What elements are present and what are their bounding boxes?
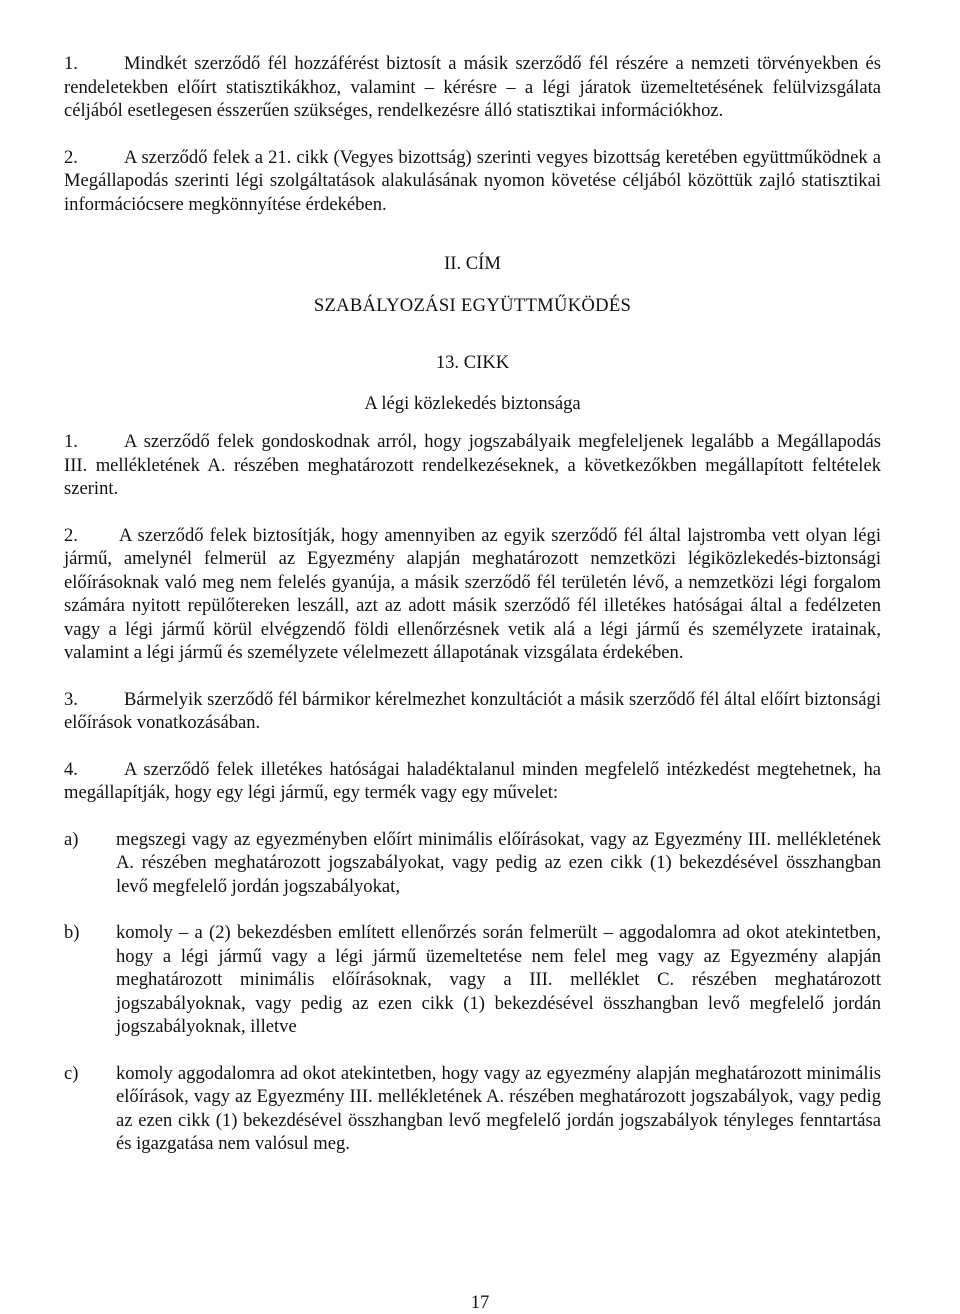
document-page [64,52,881,1156]
paragraph-number: 3. [64,688,78,710]
title-name: SZABÁLYOZÁSI EGYÜTTMŰKÖDÉS [313,294,632,316]
list-item-label: b) [64,922,80,943]
article-paragraph-2 [64,524,881,665]
paragraph-text: Bármelyik szerződő fél bármikor kérelmezhet konzultációt a másik szerződő fél által előírt biztonsági előírások vonatkozásában. [64,688,881,733]
paragraph-text: A szerződő felek illetékes hatóságai haladéktalanul minden megfelelő intézkedést megtehetnek, ha megállapítják, hogy egy légi jármű, egy termék vagy egy művelet: [64,758,881,803]
list-item-c [64,1062,881,1156]
intro-paragraph-1 [64,52,881,123]
list-item-text: komoly aggodalomra ad okot atekintetben, hogy vagy az egyezmény alapján meghatározott minimális előírások, vagy az Egyezmény III. mellékletének A. részében meghatározott jogszabályok, vagy pedig az ezen cikk (1) bekezdésével összhangban levő megfelelő jordán jogszabályok tényleges fenntartása és igazgatása nem valósul meg. [116,1062,881,1154]
paragraph-number: 1. [64,53,78,74]
list-item-text: megszegi vagy az egyezményben előírt minimális előírásokat, vagy az Egyezmény III. mellékletének A. részében meghatározott jogszabályokat, vagy pedig az ezen cikk (1) bekezdésével összhangban levő megfelelő jordán jogszabályokat, [116,828,881,897]
paragraph-number: 1. [64,431,78,452]
page-number: 17 [470,1292,490,1313]
title-number: II. CÍM [444,253,501,274]
list-item-text: komoly – a (2) bekezdésben említett ellenőrzés során felmerült – aggodalomra ad okot atekintetben, hogy a légi jármű vagy a légi jármű üzemeltetése nem felel meg vagy az Egyezmény alapján meghatározott minimális előírásoknak, vagy a III. melléklet C. részében meghatározott jogszabályoknak, vagy pedig az ezen cikk (1) bekezdésével összhangban levő megfelelő jordán jogszabályoknak, illetve [116,922,881,1037]
paragraph-number: 2. [64,524,78,546]
article-number: 13. CIKK [435,352,510,373]
article-paragraph-3 [64,688,881,735]
article-paragraph-1 [64,430,881,501]
paragraph-text: Mindkét szerződő fél hozzáférést biztosít a másik szerződő fél részére a nemzeti törvényekben és rendeletekben előírt statisztikákhoz, valamint – kérésre – a légi járatok üzemeltetésének felülvizsgálata céljából esetlegesen ésszerűen szükséges, rendelkezésre álló statisztikai információkhoz. [64,53,881,121]
paragraph-number: 4. [64,758,78,780]
article-paragraph-4 [64,758,881,805]
list-item-label: c) [64,1062,79,1084]
paragraph-text: A szerződő felek biztosítják, hogy amennyiben az egyik szerződő fél által lajstromba vett olyan légi jármű, amelynél felmerül az Egyezmény alapján meghatározott nemzetközi légiközlekedés-biztonsági előírásoknak való meg nem felelés gyanúja, a másik szerződő fél területén lévő, a nemzetközi légi forgalom számára nyitott repülőtereken leszáll, azt az adott másik szerződő fél illetékes hatóságai által a fedélzeten vagy a légi jármű körül elvégzendő földi ellenőrzésnek vetik alá a légi jármű és személyzete iratainak, valamint a légi jármű és személyzete vélelmezett állapotának vizsgálata érdekében. [64,524,881,663]
paragraph-text: A szerződő felek gondoskodnak arról, hogy jogszabályaik megfeleljenek legalább a Megállapodás III. mellékletének A. részében meghatározott rendelkezéseknek, a következőkben megállapított feltételek szerint. [64,431,881,499]
article-title: A légi közlekedés biztonsága [364,392,581,414]
list-item-b [64,921,881,1039]
paragraph-number: 2. [64,146,78,168]
intro-paragraph-2 [64,146,881,217]
paragraph-text: A szerződő felek a 21. cikk (Vegyes bizottság) szerinti vegyes bizottság keretében együttműködnek a Megállapodás szerinti légi szolgáltatások alakulásának nyomon követése céljából közöttük zajló statisztikai információcsere megkönnyítése érdekében. [64,146,881,215]
list-item-label: a) [64,828,79,850]
list-item-a [64,828,881,899]
